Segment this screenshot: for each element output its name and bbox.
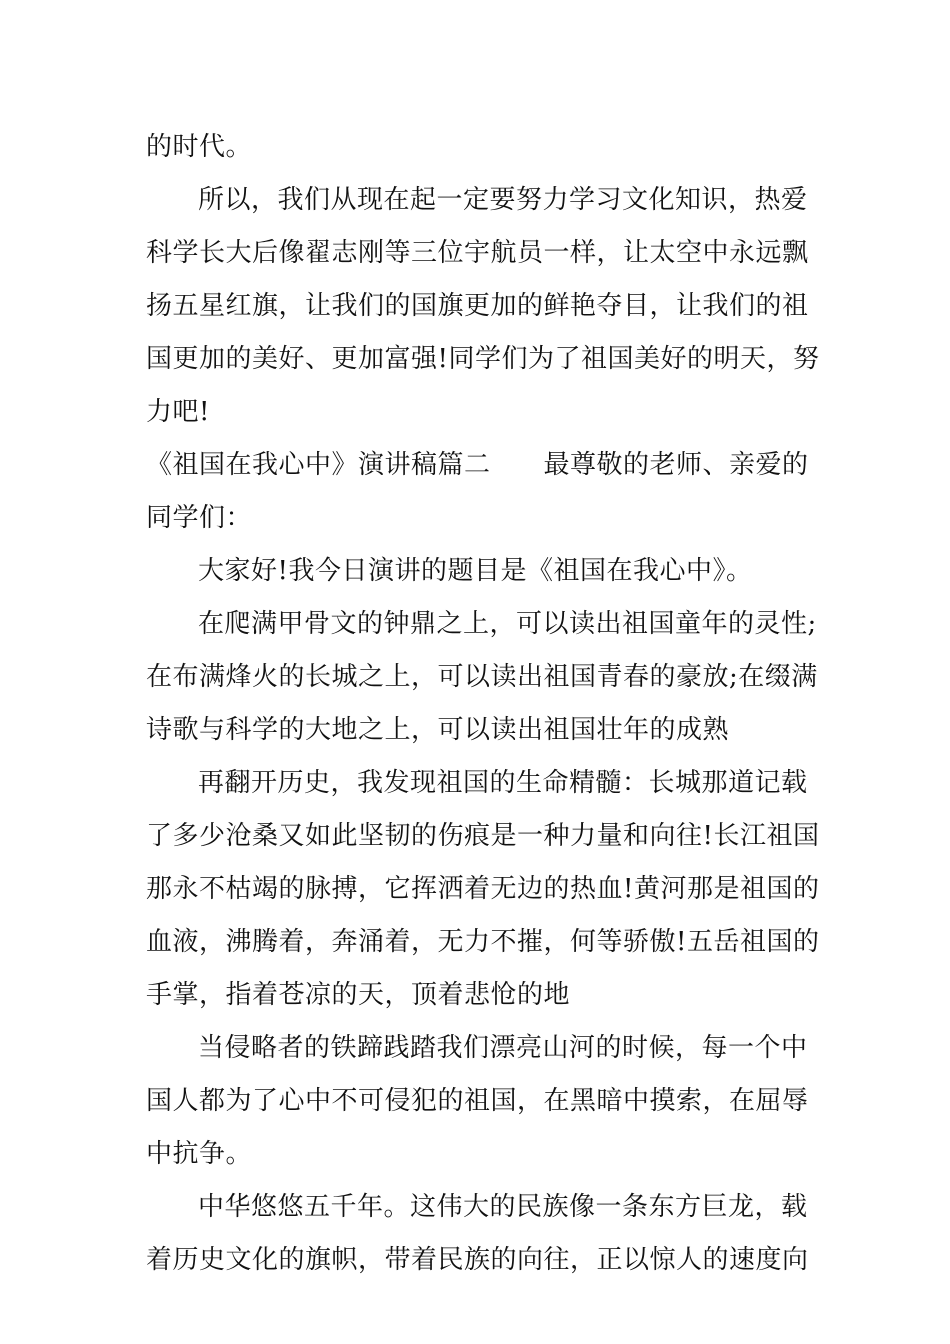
text-line: 中华悠悠五千年。这伟大的民族像一条东方巨龙，载 xyxy=(198,1192,808,1222)
text-line: 扬五星红旗，让我们的国旗更加的鲜艳夺目，让我们的祖 xyxy=(146,291,809,321)
text-line: 诗歌与科学的大地之上，可以读出祖国壮年的成熟 xyxy=(146,715,730,745)
text-line: 中抗争。 xyxy=(146,1139,253,1169)
text-line: 那永不枯竭的脉搏，它挥洒着无边的热血!黄河那是祖国的 xyxy=(146,874,820,904)
text-line: 血液，沸腾着，奔涌着，无力不摧，何等骄傲!五岳祖国的 xyxy=(146,927,820,957)
text-line: 在爬满甲骨文的钟鼎之上，可以读出祖国童年的灵性; xyxy=(198,609,817,639)
text-line: 国人都为了心中不可侵犯的祖国，在黑暗中摸索，在屈辱 xyxy=(146,1086,809,1116)
text-line: 科学长大后像翟志刚等三位宇航员一样，让太空中永远飘 xyxy=(146,238,809,268)
text-line: 手掌，指着苍凉的天，顶着悲怆的地 xyxy=(146,980,571,1010)
section-heading-line: 《祖国在我心中》演讲稿篇二 最尊敬的老师、亲爱的 xyxy=(146,450,809,480)
text-line: 着历史文化的旗帜，带着民族的向往，正以惊人的速度向 xyxy=(146,1245,809,1275)
text-line: 再翻开历史，我发现祖国的生命精髓：长城那道记载 xyxy=(198,768,808,798)
text-line: 了多少沧桑又如此坚韧的伤痕是一种力量和向往!长江祖国 xyxy=(146,821,820,851)
text-line: 大家好!我今日演讲的题目是《祖国在我心中》。 xyxy=(198,556,753,586)
text-line: 所以，我们从现在起一定要努力学习文化知识，热爱 xyxy=(198,185,808,215)
text-line: 当侵略者的铁蹄践踏我们漂亮山河的时候，每一个中 xyxy=(198,1033,808,1063)
body-text xyxy=(146,121,820,1287)
text-line: 同学们： xyxy=(146,503,253,533)
text-line: 的时代。 xyxy=(146,132,253,162)
text-line: 在布满烽火的长城之上，可以读出祖国青春的豪放;在缀满 xyxy=(146,662,818,692)
text-line: 国更加的美好、更加富强!同学们为了祖国美好的明天，努 xyxy=(146,344,820,374)
text-line: 力吧! xyxy=(146,397,210,427)
